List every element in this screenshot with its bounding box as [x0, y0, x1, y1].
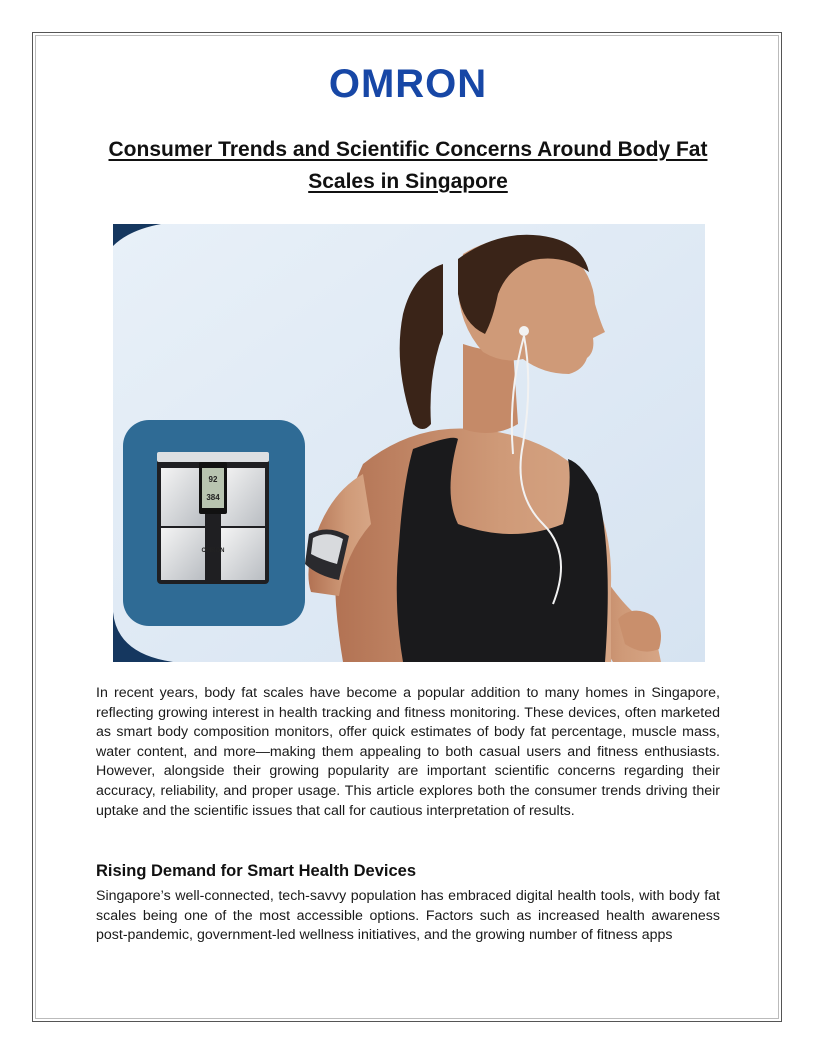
hero-image — [113, 224, 705, 662]
omron-logo: OMRON — [328, 62, 488, 106]
section-paragraph: Singapore’s well-connected, tech-savvy population has embraced digital health tools, with body fat scales being one of the most accessible options. Factors such as increased health awareness post-pandemic, government-led wellness initiatives, and the growing number of fitness apps — [96, 888, 720, 944]
svg-text:92: 92 — [208, 475, 218, 484]
earbud — [519, 326, 529, 336]
section-heading: Rising Demand for Smart Health Devices — [96, 862, 417, 880]
intro-paragraph: In recent years, body fat scales have become a popular addition to many homes in Singapore, reflecting growing interest in health tracking and fitness monitoring. These devices, often marketed as smart body composition monitors, offer quick estimates of body fat percentage, muscle mass, water content, and more—making them appealing to both casual users and fitness enthusiasts. However, alongside their growing popularity are important scientific concerns regarding their accuracy, reliability, and proper usage. This article explores both the consumer trends driving their uptake and the scientific issues that call for cautious interpretation of results. — [96, 685, 720, 819]
body-composition-scale — [157, 452, 269, 584]
svg-text:OMRON: OMRON — [201, 548, 225, 554]
article-title: Consumer Trends and Scientific Concerns Around Body Fat Scales in Singapore — [108, 138, 708, 193]
svg-text:384: 384 — [206, 493, 220, 502]
